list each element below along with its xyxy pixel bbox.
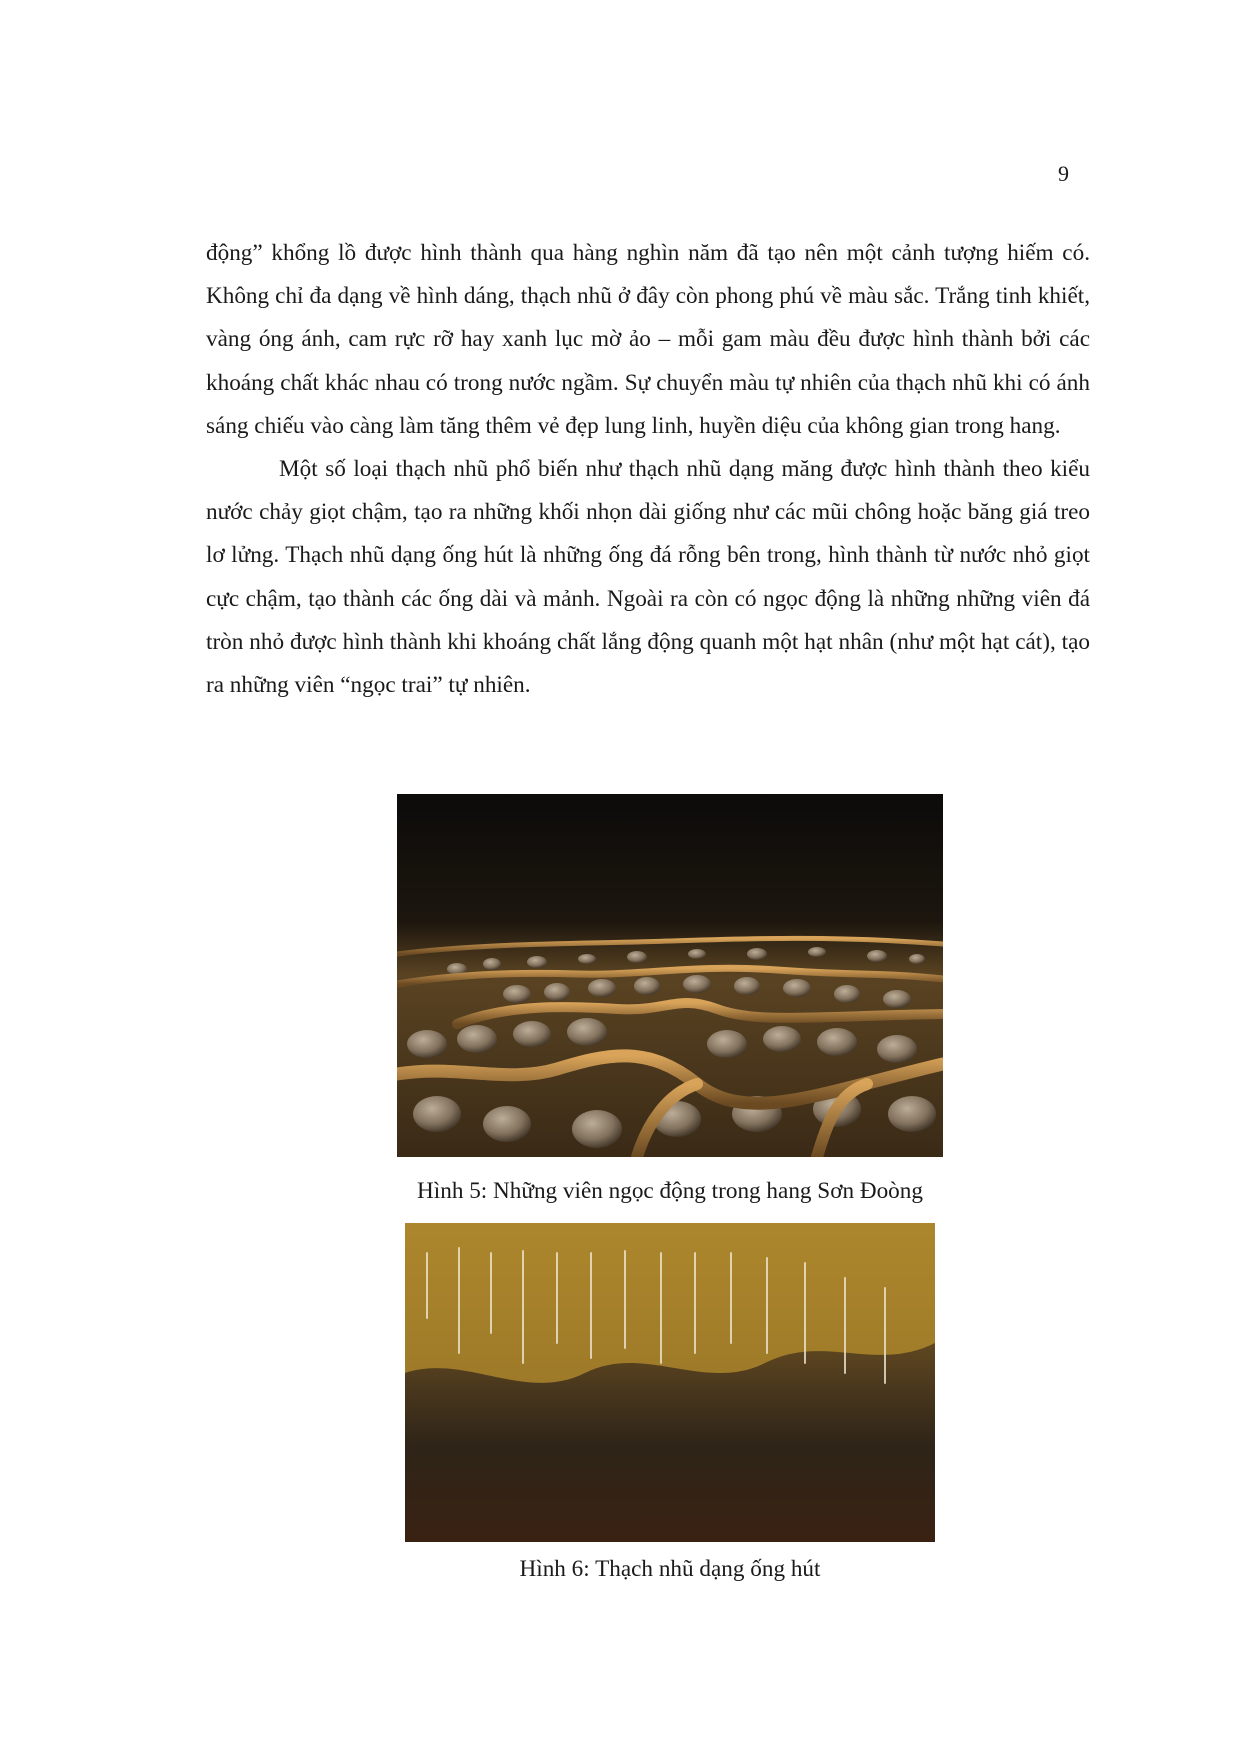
body-text [206,232,1090,707]
paragraph-1: động” khổng lồ được hình thành qua hàng nghìn năm đã tạo nên một cảnh tượng hiếm có. Không chỉ đa dạng về hình dáng, thạch nhũ ở đây còn phong phú về màu sắc. Trắng tinh khiết, vàng óng ánh, cam rực rỡ hay xanh lục mờ ảo – mỗi gam màu đều được hình thành bởi các khoáng chất khác nhau có trong nước ngầm. Sự chuyển màu tự nhiên của thạch nhũ khi có ánh sáng chiếu vào càng làm tăng thêm vẻ đẹp lung linh, huyền diệu của không gian trong hang. [206,240,1090,439]
paragraph-2: Một số loại thạch nhũ phổ biến như thạch nhũ dạng măng được hình thành theo kiểu nước chảy giọt chậm, tạo ra những khối nhọn dài giống như các mũi chông hoặc băng giá treo lơ lửng. Thạch nhũ dạng ống hút là những ống đá rỗng bên trong, hình thành từ nước nhỏ giọt cực chậm, tạo thành các ống dài và mảnh. Ngoài ra còn có ngọc động là những những viên đá tròn nhỏ được hình thành khi khoáng chất lắng động quanh một hạt nhân (như một hạt cát), tạo ra những viên “ngọc trai” tự nhiên. [206,456,1090,699]
figure-straw-stalactites [405,1223,935,1542]
figure-cave-pearls [397,794,943,1157]
figure-6-caption: Hình 6: Thạch nhũ dạng ống hút [519,1556,821,1582]
figure-5-caption: Hình 5: Những viên ngọc động trong hang Sơn Đoòng [417,1178,923,1204]
straw-stalactites-illustration [405,1223,935,1542]
page-number: 9 [1058,161,1069,186]
cave-pearls-illustration [397,794,943,1157]
